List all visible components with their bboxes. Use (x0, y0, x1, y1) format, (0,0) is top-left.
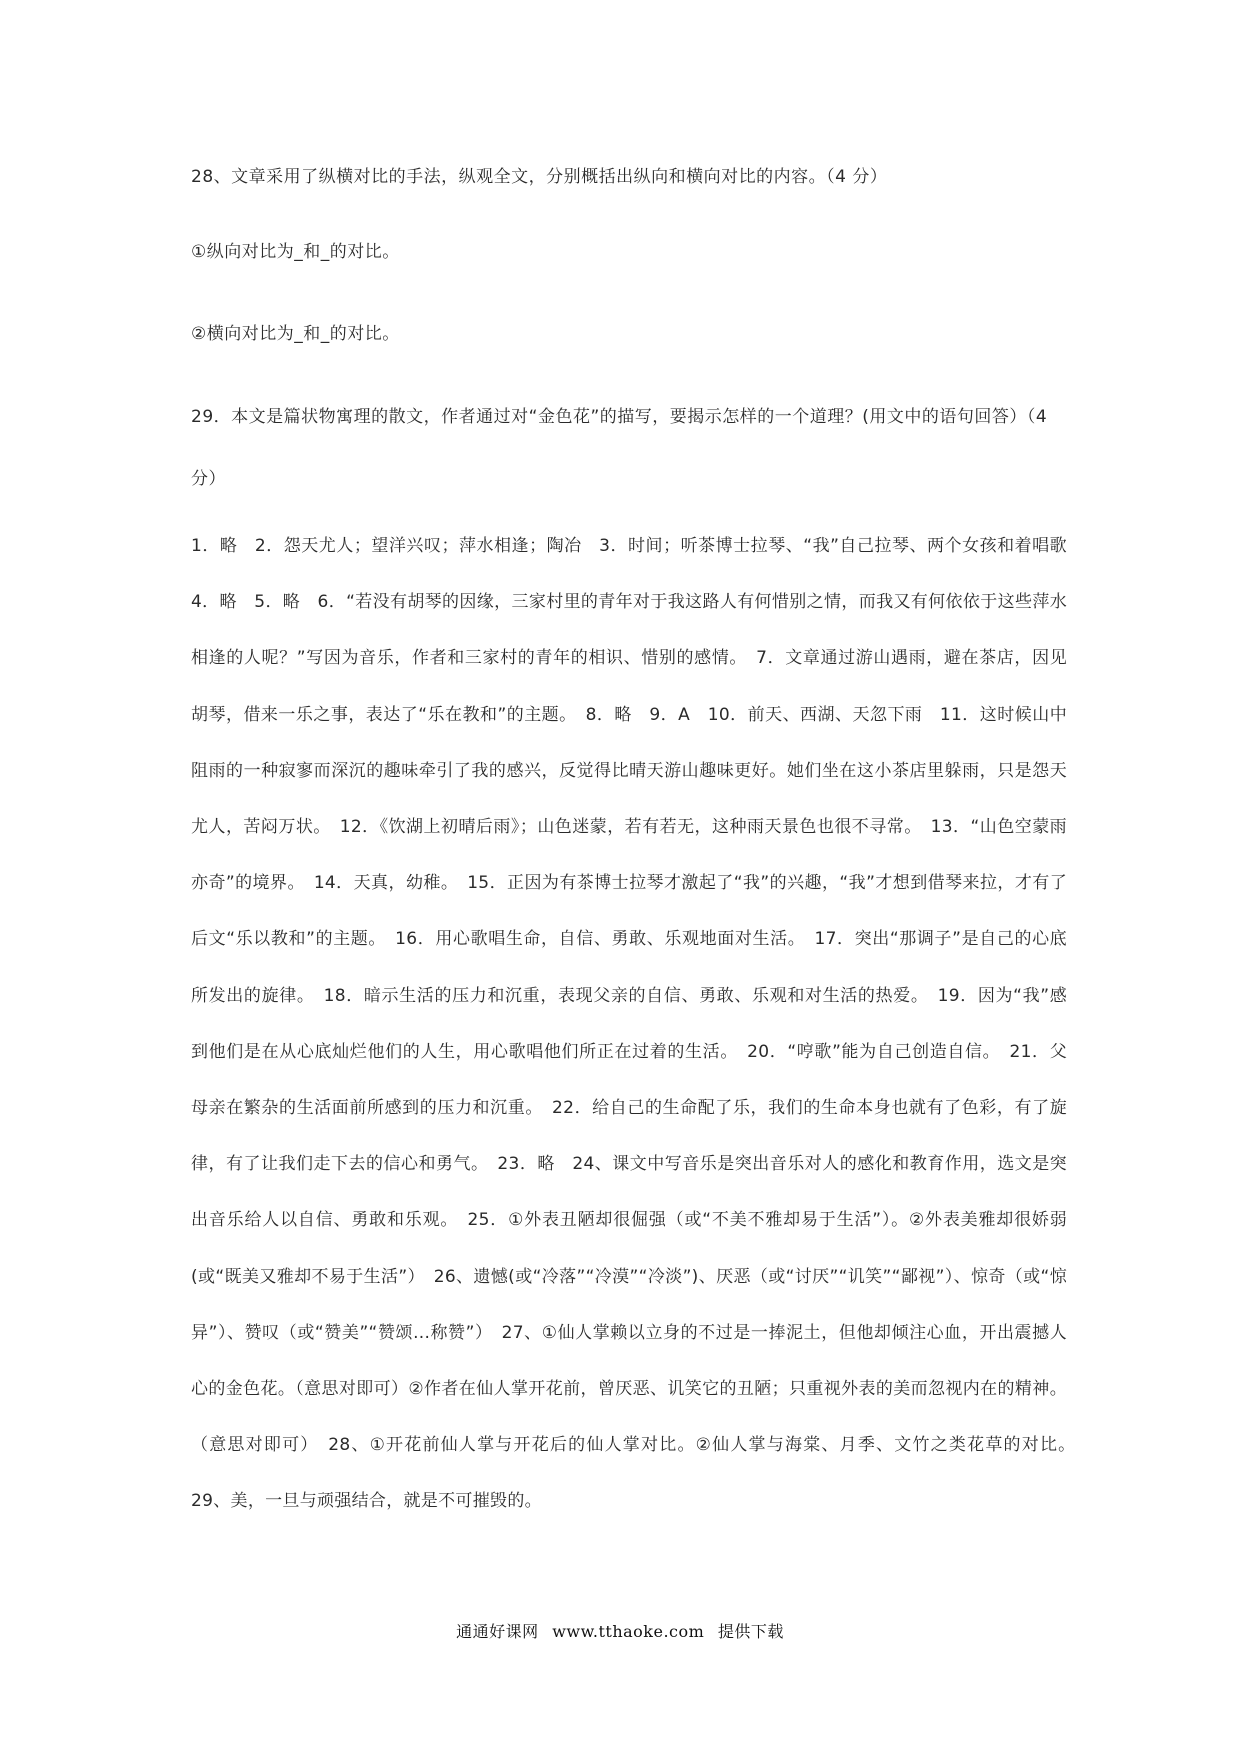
question-28: 28、文章采用了纵横对比的手法，纵观全文，分别概括出纵向和横向对比的内容。（4 分） (191, 167, 888, 187)
footer-url: www.tthaoke.com (552, 1622, 705, 1641)
answer-key: 1．略 2．怨天尤人；望洋兴叹；萍水相逢；陶冶 3．时间；听茶博士拉琴、“我”自己拉琴、两个女孩和着唱歌 4．略 5．略 6．“若没有胡琴的因缘，三家村里的青年对于我这路人有何惜别之情，而我又有何依依于这些萍水相逢的人呢？”写因为音乐，作者和三家村的青年的相识、惜别的感情。 7．文章通过游山遇雨，避在茶店，因见胡琴，借来一乐之事，表达了“乐在教和”的主题。 8．略 9．A 10．前天、西湖、天忽下雨 11．这时候山中阻雨的一种寂寥而深沉的趣味牵引了我的感兴，反觉得比晴天游山趣味更好。她们坐在这小茶店里躲雨，只是怨天尤人，苦闷万状。 12．《饮湖上初晴后雨》；山色迷蒙，若有若无，这种雨天景色也很不寻常。 13．“山色空蒙雨亦奇”的境界。 14．天真，幼稚。 15．正因为有茶博士拉琴才激起了“我”的兴趣，“我”才想到借琴来拉，才有了后文“乐以教和”的主题。 16．用心歌唱生命，自信、勇敢、乐观地面对生活。 17．突出“那调子”是自己的心底所发出的旋律。 18．暗示生活的压力和沉重，表现父亲的自信、勇敢、乐观和对生活的热爱。 19．因为“我”感到他们是在从心底灿烂他们的人生，用心歌唱他们所正在过着的生活。 20．“哼歌”能为自己创造自信。 21．父母亲在繁杂的生活面前所感到的压力和沉重。 22．给自己的生命配了乐，我们的生命本身也就有了色彩，有了旋律，有了让我们走下去的信心和勇气。 23．略 24、课文中写音乐是突出音乐对人的感化和教育作用，选文是突出音乐给人以自信、勇敢和乐观。 25．①外表丑陋却很倔强（或“不美不雅却易于生活”）。②外表美雅却很娇弱(或“既美又雅却不易于生活”） 26、遗憾(或“冷落”“冷漠”“冷淡”)、厌恶（或“讨厌”“讥笑”“鄙视”）、惊奇（或“惊异”）、赞叹（或“赞美”“赞颂...称赞”） 27、①仙人掌赖以立身的不过是一捧泥土，但他却倾注心血，开出震撼人心的金色花。（意思对即可）②作者在仙人掌开花前，曾厌恶、讥笑它的丑陋；只重视外表的美而忽视内在的精神。（意思对即可） 28、①开花前仙人掌与开花后的仙人掌对比。②仙人掌与海棠、月季、文竹之类花草的对比。 29、美，一旦与顽强结合，就是不可摧毁的。 (191, 536, 1085, 1512)
footer-suffix: 提供下载 (717, 1622, 784, 1641)
page-footer (0, 1619, 1240, 1642)
question-29: 29．本文是篇状物寓理的散文，作者通过对“金色花”的描写，要揭示怎样的一个道理？(用文中的语句回答）（4 分） (191, 407, 1048, 489)
footer-site-name: 通通好课网 (456, 1622, 539, 1641)
question-28-part-1: ①纵向对比为_和_的对比。 (191, 242, 400, 262)
question-28-part-2: ②横向对比为_和_的对比。 (191, 324, 400, 344)
